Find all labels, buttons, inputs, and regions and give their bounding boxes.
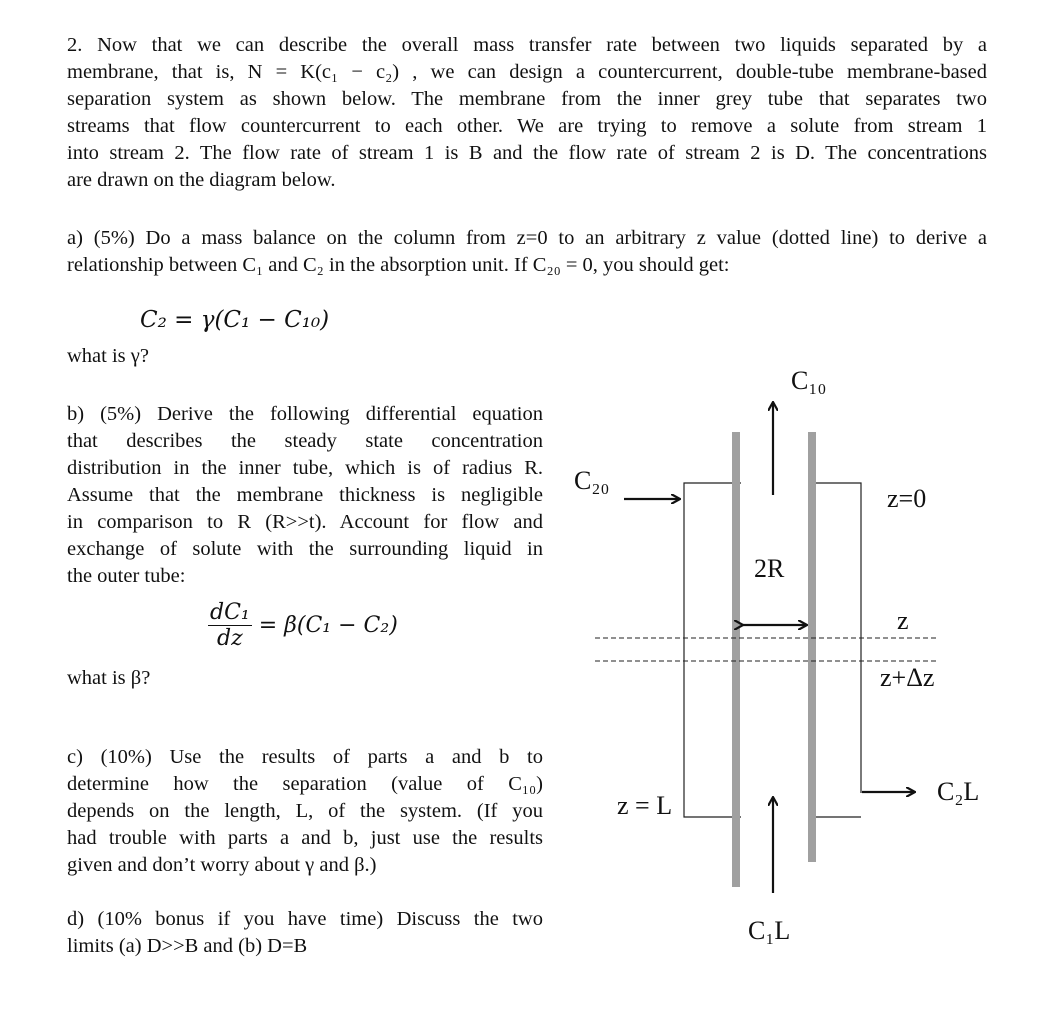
c1l-label: C₁L (748, 916, 791, 945)
gamma-equation: C₂ = γ(C₁ − C₁₀) (140, 307, 330, 333)
intro-line: into stream 2. The flow rate of stream 1 is B and the flow rate of stream 2 is D. The concentrations (67, 142, 987, 164)
part-b-line: distribution in the inner tube, which is of radius R. (67, 457, 543, 479)
part-c-line: given and don’t worry about γ and β.) (67, 854, 377, 876)
intro-line: separation system as shown below. The membrane from the inner grey tube that separates two (67, 88, 987, 110)
equation-rhs: = β(C₁ − C₂) (258, 613, 398, 638)
part-d-line: d) (10% bonus if you have time) Discuss the two (67, 908, 543, 930)
z0-label: z=0 (887, 484, 927, 513)
c20-label: C₂₀ (574, 466, 610, 495)
fraction-denominator: dz (217, 626, 243, 651)
c2l-label: C₂L (937, 777, 980, 806)
part-c-line: determine how the separation (value of C₁₀) (67, 773, 543, 795)
derivative-fraction (208, 600, 252, 651)
gamma-question: what is γ? (67, 345, 149, 367)
fraction-numerator: dC₁ (210, 600, 250, 625)
z-equals-l-label: z = L (617, 791, 673, 820)
part-d-line: limits (a) D>>B and (b) D=B (67, 935, 308, 957)
beta-question: what is β? (67, 667, 151, 689)
beta-equation (208, 600, 398, 651)
part-b-line: the outer tube: (67, 565, 186, 587)
part-b-text (67, 401, 543, 590)
intro-line: are drawn on the diagram below. (67, 169, 336, 191)
c10-label: C₁₀ (791, 366, 827, 395)
intro-line: 2. Now that we can describe the overall mass transfer rate between two liquids separated by a (67, 34, 987, 56)
outer-tube-right-wall (808, 483, 861, 817)
intro-line: membrane, that is, N = K(c₁ − c₂) , we can design a countercurrent, double-tube membrane-based (67, 61, 987, 83)
part-a-text (67, 225, 987, 279)
z-label: z (897, 606, 909, 635)
part-b-line: exchange of solute with the surrounding liquid in (67, 538, 543, 560)
radius-label: 2R (754, 554, 785, 583)
part-a-line: relationship between C₁ and C₂ in the absorption unit. If C₂₀ = 0, you should get: (67, 254, 730, 276)
z-plus-dz-label: z+Δz (880, 663, 935, 692)
part-c-line: depends on the length, L, of the system. (If you (67, 800, 543, 822)
intro-line: streams that flow countercurrent to each other. We are trying to remove a solute from stream 1 (67, 115, 987, 137)
part-d-text (67, 906, 543, 960)
part-a-line: a) (5%) Do a mass balance on the column from z=0 to an arbitrary z value (dotted line) to derive a (67, 227, 987, 249)
part-b-line: b) (5%) Derive the following differential equation (67, 403, 543, 425)
part-b-line: in comparison to R (R>>t). Account for flow and (67, 511, 543, 533)
problem-intro (67, 32, 987, 194)
part-c-line: c) (10%) Use the results of parts a and b to (67, 746, 543, 768)
outer-tube-left-wall (684, 483, 741, 817)
part-c-text (67, 744, 543, 879)
part-b-line: that describes the steady state concentration (67, 430, 543, 452)
part-b-line: Assume that the membrane thickness is negligible (67, 484, 543, 506)
part-c-line: had trouble with parts a and b, just use the results (67, 827, 543, 849)
